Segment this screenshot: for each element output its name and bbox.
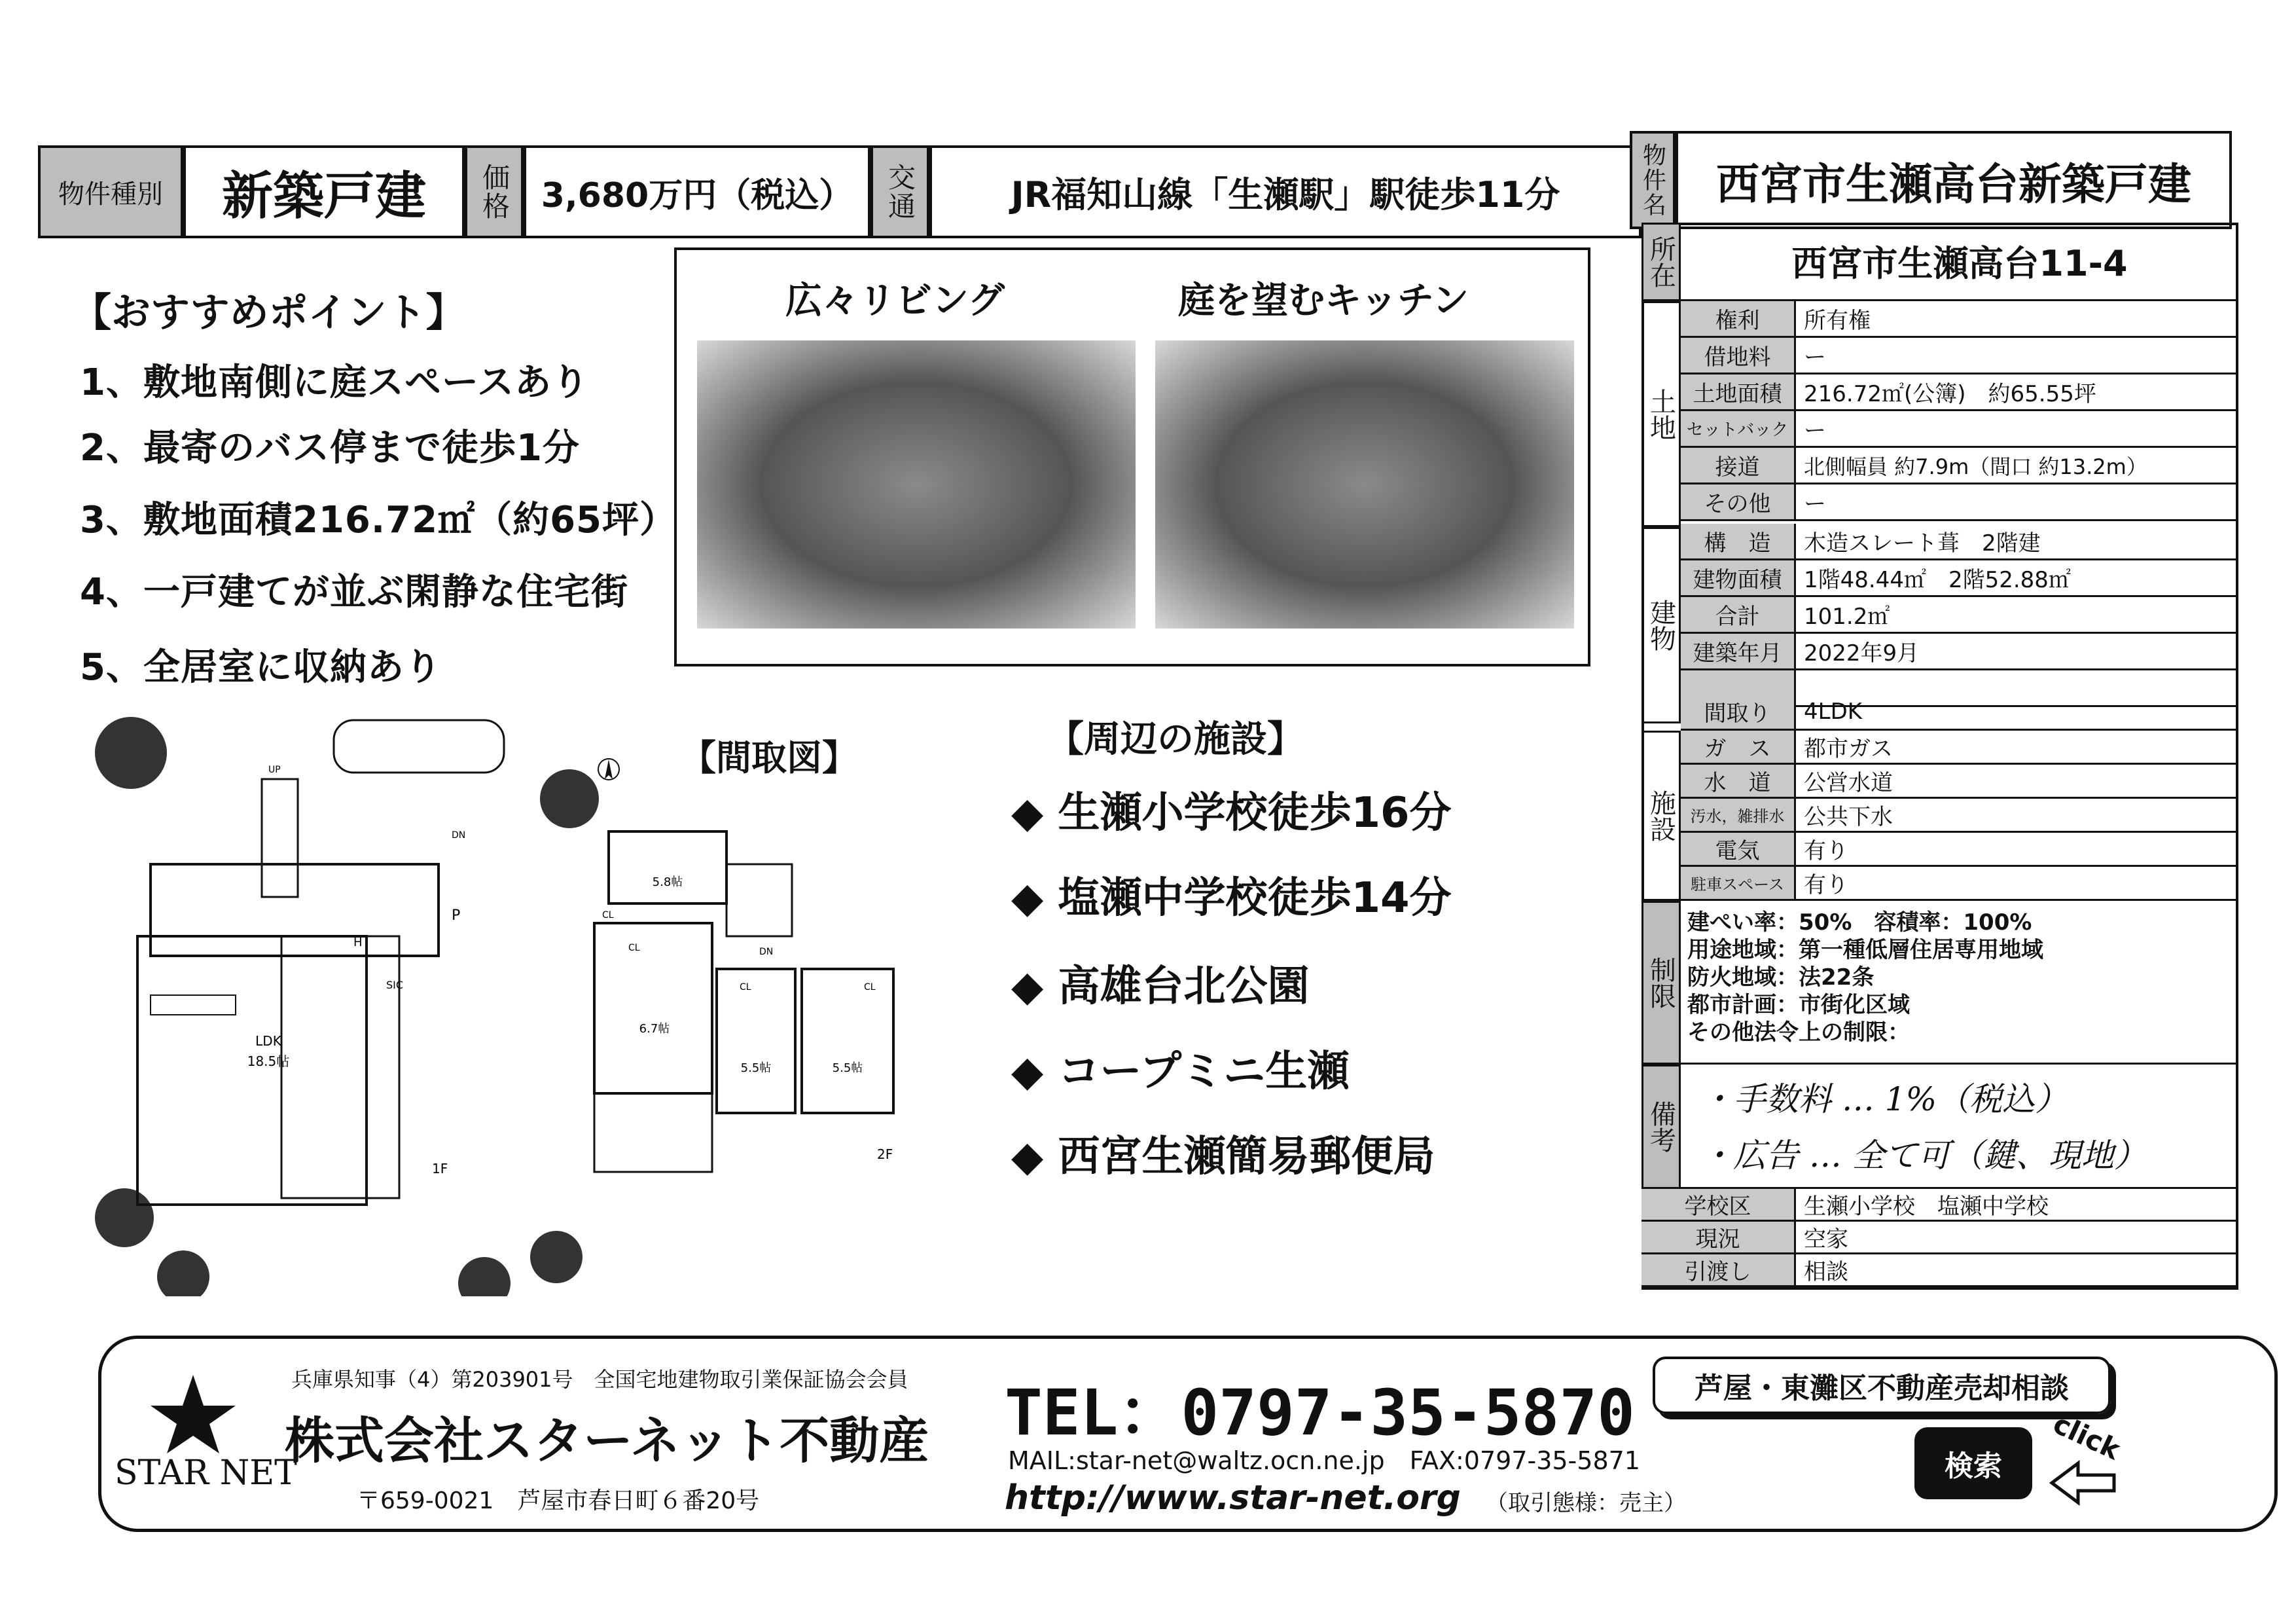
bottom-row: 学校区 生瀬小学校 塩瀬中学校 xyxy=(1641,1189,2238,1222)
facilities-title: 【周辺の施設】 xyxy=(1047,718,1304,761)
website-link[interactable]: http://www.star-net.org xyxy=(1005,1478,1461,1518)
star-logo-icon xyxy=(147,1372,239,1457)
floorplan-2f xyxy=(589,746,903,1178)
location-section-label: 所在 xyxy=(1641,223,1681,301)
point-4: 4、一戸建てが並ぶ閑静な住宅街 xyxy=(80,571,628,613)
price-label-cell xyxy=(465,145,524,238)
land-row: 権利 所有権 xyxy=(1681,301,2238,338)
facility-5: ◆ 西宮生瀬簡易郵便局 xyxy=(1011,1133,1435,1181)
access-label-cell xyxy=(870,145,929,238)
ldk-label: LDK xyxy=(255,1033,281,1049)
type-label: 物件種別 xyxy=(58,179,163,210)
north-arrow-icon xyxy=(605,759,613,779)
price-label: 価格 xyxy=(478,163,511,221)
living-caption: 広々リビング xyxy=(785,280,1005,322)
stair-well xyxy=(726,864,792,936)
type-label-cell xyxy=(38,145,183,238)
tree-icon xyxy=(95,1188,154,1247)
facility-section-label: 施設 xyxy=(1641,731,1681,901)
click-label: click xyxy=(2048,1407,2125,1467)
restriction-line: 都市計画：市街化区域 xyxy=(1687,992,1910,1018)
floorplan-title: 【間取図】 xyxy=(681,737,857,778)
remarks-section-label: 備考 xyxy=(1641,1065,1681,1189)
name-value-cell xyxy=(1676,131,2232,229)
building-row: 間取り 4LDK xyxy=(1681,694,2238,731)
point-5: 5、全居室に収納あり xyxy=(80,646,442,689)
entry-stairs xyxy=(262,779,298,897)
facility-row: ガ ス 都市ガス xyxy=(1681,731,2238,765)
tree-icon xyxy=(95,717,167,789)
property-name: 西宮市生瀬高台新築戸建 xyxy=(1716,158,2191,210)
restriction-line: 防火地域：法22条 xyxy=(1687,964,1874,991)
wet-area xyxy=(151,864,439,956)
room-label: 5.8帖 xyxy=(652,875,683,889)
consult-label: 芦屋・東灘区不動産売却相談 xyxy=(1653,1357,2111,1414)
h-label: H xyxy=(353,936,363,949)
restrictions-block xyxy=(1681,901,2238,1065)
building-row: 合計 101.2㎡ xyxy=(1681,597,2238,634)
point-1: 1、敷地南側に庭スペースあり xyxy=(80,361,590,404)
building-row: 構 造 木造スレート葺 2階建 xyxy=(1681,524,2238,560)
land-row: その他 ー xyxy=(1681,484,2238,521)
closet-label: CL xyxy=(740,982,751,993)
point-2: 2、最寄のバス停まで徒歩1分 xyxy=(80,427,580,469)
room-5-8 xyxy=(609,831,726,903)
facility-2: ◆ 塩瀬中学校徒歩14分 xyxy=(1011,874,1452,922)
land-row: 接道 北側幅員 約7.9m（間口 約13.2m） xyxy=(1681,448,2238,484)
car-icon xyxy=(334,720,504,773)
bottom-row: 現況 空家 xyxy=(1641,1222,2238,1254)
building-section-label: 建物 xyxy=(1641,527,1681,723)
company-name: 株式会社スターネット不動産 xyxy=(285,1412,929,1470)
tree-icon xyxy=(458,1257,511,1296)
room-label: 6.7帖 xyxy=(639,1022,670,1036)
tree-icons xyxy=(95,717,599,1296)
tel-number: TEL：0797-35-5870 xyxy=(1005,1376,1635,1450)
room-label: 5.5帖 xyxy=(740,1061,772,1075)
living-photo xyxy=(697,340,1136,629)
company-address: 〒659-0021 芦屋市春日町６番20号 xyxy=(357,1487,760,1514)
sic-label: SIC xyxy=(386,979,404,991)
land-row: 土地面積 216.72㎡(公簿) 約65.55坪 xyxy=(1681,374,2238,411)
floor2-label: 2F xyxy=(877,1146,893,1162)
facility-row: 電気 有り xyxy=(1681,833,2238,867)
land-section-label: 土地 xyxy=(1641,301,1681,527)
room-6-7 xyxy=(594,923,712,1093)
facility-3: ◆ 高雄台北公園 xyxy=(1011,962,1310,1011)
kitchen-counter xyxy=(151,995,236,1015)
kitchen-caption: 庭を望むキッチン xyxy=(1178,280,1469,322)
license-text: 兵庫県知事（4）第203901号 全国宅地建物取引業保証協会会員 xyxy=(291,1367,908,1392)
ldk-room xyxy=(137,936,367,1205)
remark-line: ・手数料 … 1%（税込） xyxy=(1700,1080,2068,1118)
remark-line: ・広告 … 全て可（鍵、現地） xyxy=(1700,1137,2147,1175)
location-value: 西宮市生瀬高台11-4 xyxy=(1681,223,2238,301)
price-value-cell xyxy=(524,145,870,238)
bottom-row: 引渡し 相談 xyxy=(1641,1254,2238,1287)
logo-text: STAR NET xyxy=(115,1453,297,1493)
up-label: UP xyxy=(268,765,281,775)
closet-label: CL xyxy=(864,982,876,993)
closet-label: CL xyxy=(628,943,640,953)
type-value-cell xyxy=(183,145,465,238)
price-value: 3,680万円（税込） xyxy=(541,175,853,215)
room-label: 5.5帖 xyxy=(832,1061,863,1075)
name-label-cell xyxy=(1630,131,1676,229)
floor1-label: 1F xyxy=(432,1161,448,1176)
facility-1: ◆ 生瀬小学校徒歩16分 xyxy=(1011,789,1452,837)
deal-type: （取引態様：売主） xyxy=(1486,1490,1686,1516)
tree-icon xyxy=(530,1231,583,1283)
facility-row: 水 道 公営水道 xyxy=(1681,765,2238,799)
name-label: 物件名 xyxy=(1639,143,1666,217)
dn-label: DN xyxy=(759,947,774,957)
building-row: 建築年月 2022年9月 xyxy=(1681,634,2238,670)
point-3: 3、敷地面積216.72㎡（約65坪） xyxy=(80,499,677,541)
dn-label: DN xyxy=(452,830,466,841)
facility-row: 汚水，雑排水 公共下水 xyxy=(1681,799,2238,833)
land-row: セットバック ー xyxy=(1681,411,2238,448)
ldk-size: 18.5帖 xyxy=(247,1053,290,1069)
building-row: 建物面積 1階48.44㎡ 2階52.88㎡ xyxy=(1681,560,2238,597)
facility-4: ◆ コープミニ生瀬 xyxy=(1011,1048,1350,1096)
land-row: 借地料 ー xyxy=(1681,338,2238,374)
restriction-section-label: 制限 xyxy=(1641,901,1681,1065)
balcony xyxy=(594,1093,712,1172)
type-value: 新築戸建 xyxy=(221,167,426,226)
room-5-5-a xyxy=(717,969,795,1113)
ldk-wall xyxy=(281,936,399,1198)
points-title: 【おすすめポイント】 xyxy=(72,290,465,336)
tree-icon xyxy=(157,1250,209,1296)
restriction-line: その他法令上の制限： xyxy=(1687,1019,1910,1046)
pointer-arrow-icon xyxy=(2049,1457,2121,1509)
floorplan-1f xyxy=(85,707,602,1296)
search-button[interactable]: 検索 xyxy=(1914,1427,2032,1499)
room-5-5-b xyxy=(802,969,893,1113)
facility-row: 駐車スペース 有り xyxy=(1681,867,2238,901)
access-label: 交通 xyxy=(884,163,916,221)
p-label: P xyxy=(452,907,461,924)
restriction-line: 用途地域：第一種低層住居専用地域 xyxy=(1687,937,2043,963)
restriction-line: 建ぺい率：50% 容積率：100% xyxy=(1687,909,2032,936)
mail-fax: MAIL:star-net@waltz.ocn.ne.jp FAX:0797-35-5871 xyxy=(1008,1446,1640,1475)
access-value: JR福知山線「生瀬駅」駅徒歩11分 xyxy=(1011,173,1560,215)
access-value-cell xyxy=(929,145,1641,238)
kitchen-photo xyxy=(1155,340,1574,629)
closet-label: CL xyxy=(602,910,614,921)
remarks-block xyxy=(1681,1065,2238,1189)
